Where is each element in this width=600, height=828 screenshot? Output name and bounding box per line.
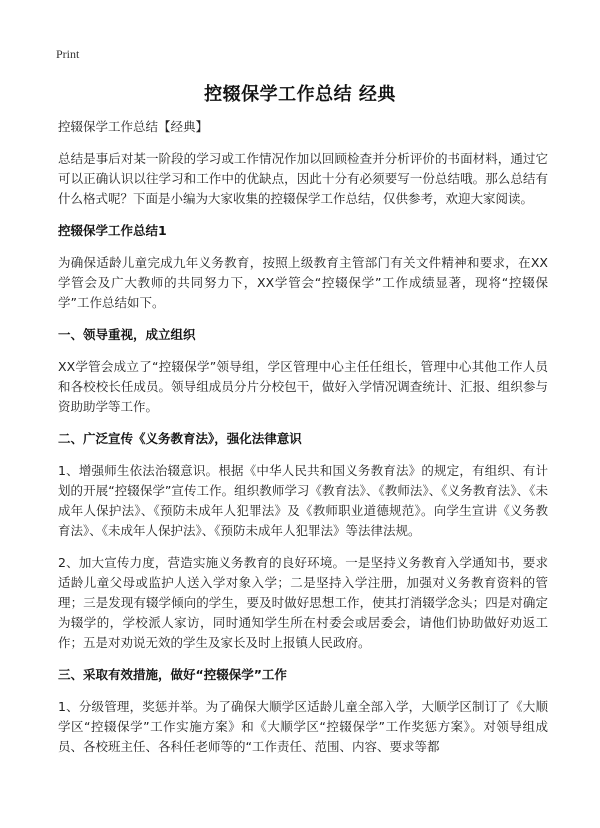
body-paragraph: XX学管会成立了“控辍保学”领导组，学区管理中心主任任组长，管理中心其他工作人员和各校校长任成员。领导组成员分片分校包干，做好入学情况调查统计、汇报、组织参与资助助学等工作。 [58,359,548,414]
document-body [58,117,548,769]
body-paragraph: 1、增强师生依法治辍意识。根据《中华人民共和国义务教育法》的规定，有组织、有计划的开展“控辍保学”宣传工作。组织教师学习《教育法》、《教师法》、《义务教育法》、《未成年人保护法》、《预防未成年人犯罪法》及《教师职业道德规范》。向学生宣讲《义务教育法》、《未成年人保护法》、《预防未成年人犯罪法》等法律法规。 [58,463,548,538]
section-heading: 控辍保学工作总结1 [58,223,167,238]
document-subtitle: 控辍保学工作总结【经典】 [58,119,209,134]
body-paragraph: 为确保适龄儿童完成九年义务教育，按照上级教育主管部门有关文件精神和要求，在XX学管会及广大教师的共同努力下，XX学管会“控辍保学”工作成绩显著，现将“控辍保学”工作总结如下。 [58,255,548,310]
section-heading: 一、领导重视，成立组织 [58,327,196,342]
section-heading: 三、采取有效措施，做好“控辍保学”工作 [58,667,287,682]
section-heading: 二、广泛宣传《义务教育法》，强化法律意识 [58,431,302,446]
body-paragraph: 总结是事后对某一阶段的学习或工作情况作加以回顾检查并分析评价的书面材料，通过它可以正确认识以往学习和工作中的优缺点，因此十分有必须要写一份总结哦。那么总结有什么格式呢？下面是小编为大家收集的控辍保学工作总结，仅供参考，欢迎大家阅读。 [58,151,548,206]
body-paragraph: 1、分级管理，奖惩并举。为了确保大顺学区适龄儿童全部入学，大顺学区制订了《大顺学区“控辍保学”工作实施方案》和《大顺学区“控辍保学”工作奖惩方案》。对领导组成员、各校班主任、各科任老师等的“工作责任、范围、内容、要求等都 [58,699,548,754]
print-link[interactable]: Print [56,47,80,61]
document-title: 控辍保学工作总结 经典 [204,84,396,105]
body-paragraph: 2、加大宣传力度，营造实施义务教育的良好环境。一是坚持义务教育入学通知书，要求适龄儿童父母或监护人送入学对象入学；二是坚持入学注册，加强对义务教育资料的管理；三是发现有辍学倾向的学生，要及时做好思想工作，使其打消辍学念头；四是对确定为辍学的，学校派人家访，同时通知学生所在村委会或居委会，请他们协助做好劝返工作；五是对劝说无效的学生及家长及时上报镇人民政府。 [58,555,548,650]
document-blocks [58,149,548,757]
